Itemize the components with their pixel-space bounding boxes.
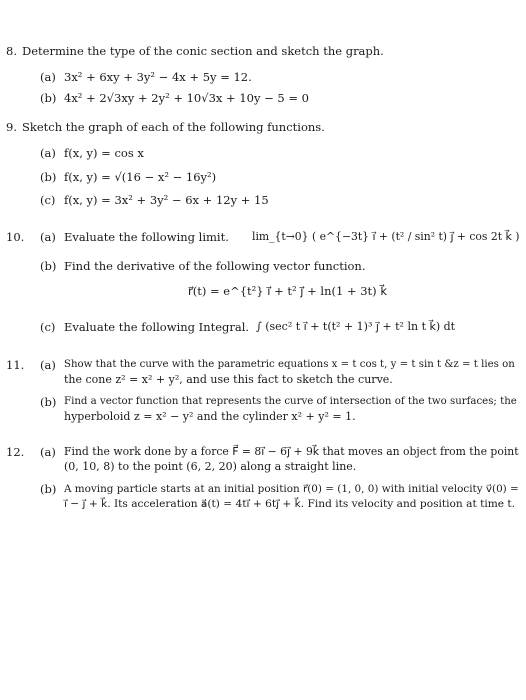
part-label: (b) bbox=[40, 170, 57, 184]
part-text-line-2: i⃗ − j⃗ + k⃗. Its acceleration a⃗(t) = 4ti⃗ + 6tj⃗ + k⃗. Find its velocity and position at time t. bbox=[64, 498, 516, 510]
part-label: (a) bbox=[40, 146, 56, 160]
part-text-line-1: Show that the curve with the parametric equations x = t cos t, y = t sin t &z = t lies on bbox=[64, 359, 515, 370]
function: f(x, y) = cos x bbox=[64, 146, 144, 160]
vector-function: r⃗(t) = e^{t²} i⃗ + t² j⃗ + ln(1 + 3t) k⃗ bbox=[188, 284, 387, 298]
part-label: (c) bbox=[40, 320, 56, 334]
problem-number: 12. bbox=[6, 445, 25, 459]
function: f(x, y) = 3x² + 3y² − 6x + 12y + 15 bbox=[64, 193, 269, 207]
limit-expression: lim_{t→0} ( e^{−3t} i⃗ + (t² / sin² t) j⃗ + cos 2t k⃗ ) bbox=[252, 230, 520, 243]
part-text-line-2: the cone z² = x² + y², and use this fact to sketch the curve. bbox=[64, 373, 393, 386]
part-text-line-1: Find the work done by a force F⃗ = 8i⃗ − 6j⃗ + 9k⃗ that moves an object from the point bbox=[64, 445, 519, 458]
part-text: Evaluate the following limit. bbox=[64, 230, 229, 244]
problem-number: 10. bbox=[6, 230, 25, 244]
part-text-line-1: Find a vector function that represents the curve of intersection of the two surfaces; the bbox=[64, 396, 517, 407]
part-label: (c) bbox=[40, 193, 56, 207]
part-label: (a) bbox=[40, 230, 56, 244]
part-label: (a) bbox=[40, 445, 56, 459]
function: f(x, y) = √(16 − x² − 16y²) bbox=[64, 170, 217, 184]
problem-title: Determine the type of the conic section and sketch the graph. bbox=[22, 44, 384, 58]
problem-number: 11. bbox=[6, 358, 25, 372]
part-label: (a) bbox=[40, 70, 56, 84]
part-label: (b) bbox=[40, 259, 57, 273]
part-label: (b) bbox=[40, 395, 57, 409]
part-text-line-1: A moving particle starts at an initial position r⃗(0) = (1, 0, 0) with initial velocity v⃗(0) = bbox=[64, 483, 519, 495]
part-text-line-2: hyperboloid z = x² − y² and the cylinder x² + y² = 1. bbox=[64, 410, 356, 423]
part-text-line-2: (0, 10, 8) to the point (6, 2, 20) along a straight line. bbox=[64, 460, 357, 473]
equation: 3x² + 6xy + 3y² − 4x + 5y = 12. bbox=[64, 70, 252, 84]
part-label: (a) bbox=[40, 358, 56, 372]
problem-title: Sketch the graph of each of the following functions. bbox=[22, 120, 325, 134]
part-label: (b) bbox=[40, 482, 57, 496]
integral-expression: ∫ (sec² t i⃗ + t(t² + 1)³ j⃗ + t² ln t k⃗) dt bbox=[256, 320, 456, 333]
part-text: Evaluate the following Integral. bbox=[64, 320, 250, 334]
problem-number: 8. bbox=[6, 44, 17, 58]
part-label: (b) bbox=[40, 91, 57, 105]
problem-number: 9. bbox=[6, 120, 17, 134]
equation: 4x² + 2√3xy + 2y² + 10√3x + 10y − 5 = 0 bbox=[64, 91, 309, 105]
part-text: Find the derivative of the following vector function. bbox=[64, 259, 366, 273]
